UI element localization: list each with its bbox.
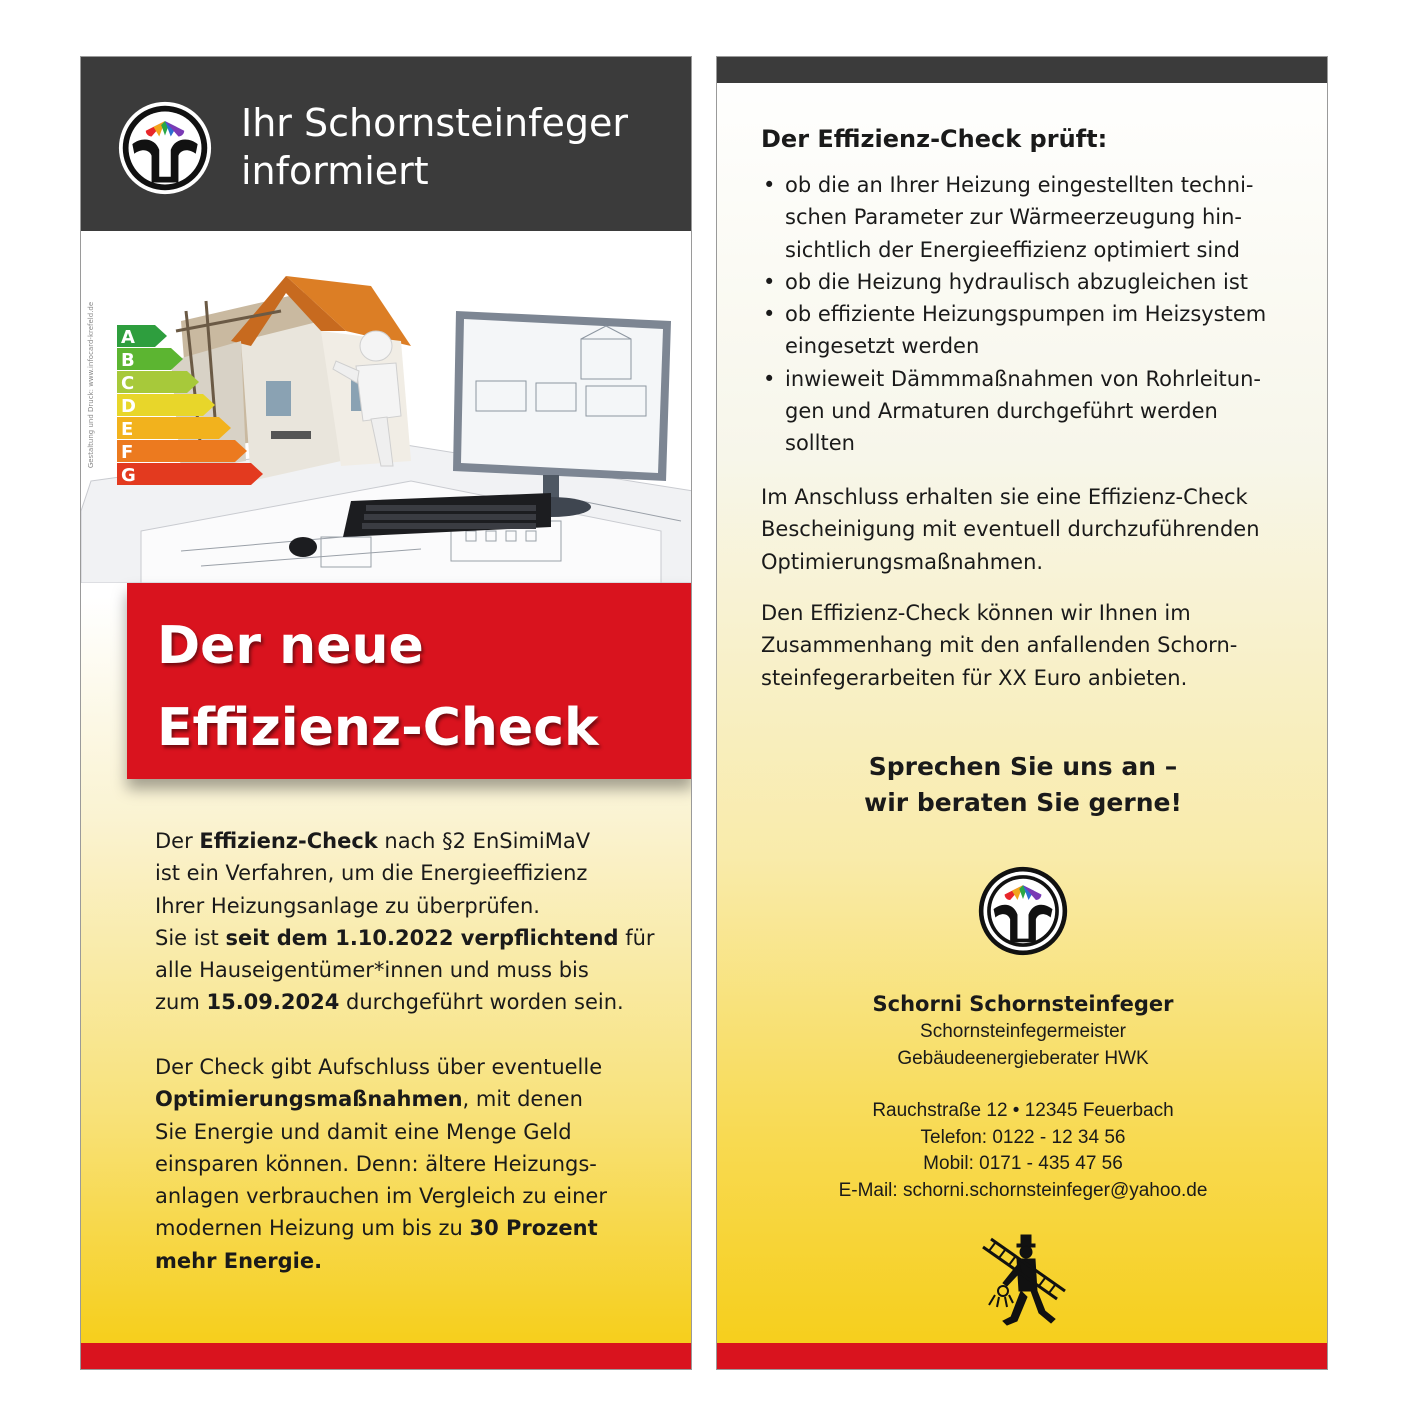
checklist-item-line: gen und Armaturen durchgeführt werden (785, 399, 1218, 424)
cta-line: wir beraten Sie gerne! (864, 788, 1182, 817)
text: Sie ist (155, 925, 226, 950)
main-title-line1: Der neue (157, 616, 424, 676)
bullet-icon: • (763, 269, 776, 294)
text: für (618, 925, 655, 950)
intro-paragraph (155, 825, 665, 1019)
front-panel (80, 56, 692, 1370)
text: modernen Heizung um bis zu (155, 1216, 470, 1241)
guild-logo-icon (117, 100, 213, 196)
text-line: Bescheinigung mit eventuell durchzuführenden (761, 517, 1260, 542)
checklist (761, 169, 1311, 460)
energy-step-label: E (121, 419, 134, 440)
contact-address: Rauchstraße 12 • 12345 Feuerbach (872, 1100, 1174, 1121)
call-to-action (717, 749, 1328, 821)
text: durchgeführt worden sein. (339, 990, 624, 1015)
text-line: anlagen verbrauchen im Vergleich zu einer (155, 1184, 607, 1209)
bullet-icon: • (763, 173, 776, 197)
bullet-icon: • (763, 366, 776, 391)
checklist-item-line: inwieweit Dämmmaßnahmen von Rohrleitun- (785, 366, 1261, 391)
checklist-item (761, 169, 1311, 266)
contact-title2: Gebäudeenergieberater HWK (897, 1047, 1149, 1069)
energy-step-label: C (121, 373, 135, 394)
text-line: steinfegerarbeiten für XX Euro anbieten. (761, 665, 1188, 690)
checklist-item (761, 298, 1311, 363)
checklist-item-line: ob die an Ihrer Heizung eingestellten techni- (785, 173, 1254, 197)
checklist-item-line: schen Parameter zur Wärmeerzeugung hin- (785, 205, 1242, 230)
bold-text: Effizienz-Check (199, 829, 378, 853)
text-line: Den Effizienz-Check können wir Ihnen im (761, 601, 1191, 625)
text-line: einsparen können. Denn: ältere Heizungs- (155, 1151, 597, 1176)
guild-logo-icon (977, 865, 1069, 957)
energy-step-label: A (121, 327, 135, 348)
text: Der (155, 829, 200, 853)
text: zum (155, 990, 207, 1015)
bold-text: mehr Energie. (155, 1248, 323, 1273)
contact-phone: Telefon: 0122 - 12 34 56 (920, 1126, 1126, 1148)
text-line: Im Anschluss erhalten sie eine Effizienz-Check (761, 485, 1248, 509)
front-bottom-bar (81, 1343, 691, 1369)
checklist-item-line: sichtlich der Energieeffizienz optimiert sind (785, 237, 1240, 262)
bold-text: seit dem 1.10.2022 verpflichtend (225, 925, 619, 950)
energy-step-label: G (121, 465, 136, 486)
energy-step-label: D (121, 396, 136, 417)
checklist-item (761, 266, 1311, 298)
main-title-line2: Effizienz-Check (157, 698, 599, 758)
checklist-item-line: eingesetzt werden (785, 334, 980, 359)
front-header (81, 57, 692, 231)
contact-block (717, 989, 1328, 1204)
print-credit-text: Gestaltung und Druck: www.infocard-krefeld.de (87, 301, 95, 469)
text-line: Sie Energie und damit eine Menge Geld (155, 1119, 572, 1144)
energy-step-label: B (121, 350, 135, 371)
offer-paragraph (761, 597, 1311, 694)
bullet-icon: • (763, 302, 776, 327)
checklist-heading: Der Effizienz-Check prüft: (761, 125, 1108, 153)
contact-email: E-Mail: schorni.schornsteinfeger@yahoo.de (838, 1179, 1208, 1201)
back-bottom-bar (717, 1343, 1327, 1369)
energy-step (117, 440, 247, 462)
checklist-item-line: ob effiziente Heizungspumpen im Heizsystem (785, 302, 1267, 327)
energy-step-label: F (121, 442, 134, 463)
bold-text: 30 Prozent (469, 1216, 598, 1241)
result-paragraph (761, 481, 1311, 578)
title-banner (127, 583, 692, 779)
contact-mobile: Mobil: 0171 - 435 47 56 (923, 1153, 1123, 1174)
bold-text: Optimierungsmaßnahmen (155, 1087, 463, 1112)
text-line: ist ein Verfahren, um die Energieeffizienz (155, 861, 588, 886)
checklist-item-line: ob die Heizung hydraulisch abzugleichen ist (785, 269, 1249, 294)
energy-step (117, 417, 231, 439)
text-line: Zusammenhang mit den anfallenden Schorn- (761, 633, 1238, 658)
hero-illustration (81, 231, 692, 583)
cta-line: Sprechen Sie uns an – (868, 752, 1178, 781)
text: nach §2 EnSimiMaV (377, 829, 591, 853)
text-line: Optimierungsmaßnahmen. (761, 549, 1044, 574)
bold-text: 15.09.2024 (206, 990, 340, 1015)
checklist-item-line: sollten (785, 431, 855, 456)
text: , mit denen (462, 1087, 583, 1112)
text-line: Ihrer Heizungsanlage zu überprüfen. (155, 893, 540, 918)
back-top-bar (717, 57, 1328, 83)
text-line: Der Check gibt Aufschluss über eventuelle (155, 1055, 603, 1079)
chimney-sweep-figure-icon (977, 1233, 1073, 1333)
checklist-item (761, 363, 1311, 460)
front-header-title (241, 99, 681, 195)
company-name: Schorni Schornsteinfeger (872, 992, 1174, 1016)
contact-title1: Schornsteinfegermeister (920, 1021, 1126, 1042)
back-panel (716, 56, 1328, 1370)
front-header-line1: Ihr Schornsteinfeger (241, 101, 628, 145)
front-header-line2: informiert (241, 149, 429, 193)
benefit-paragraph (155, 1051, 665, 1277)
main-title (157, 605, 687, 769)
text-line: alle Hauseigentümer*innen und muss bis (155, 958, 589, 983)
energy-step (117, 463, 263, 485)
